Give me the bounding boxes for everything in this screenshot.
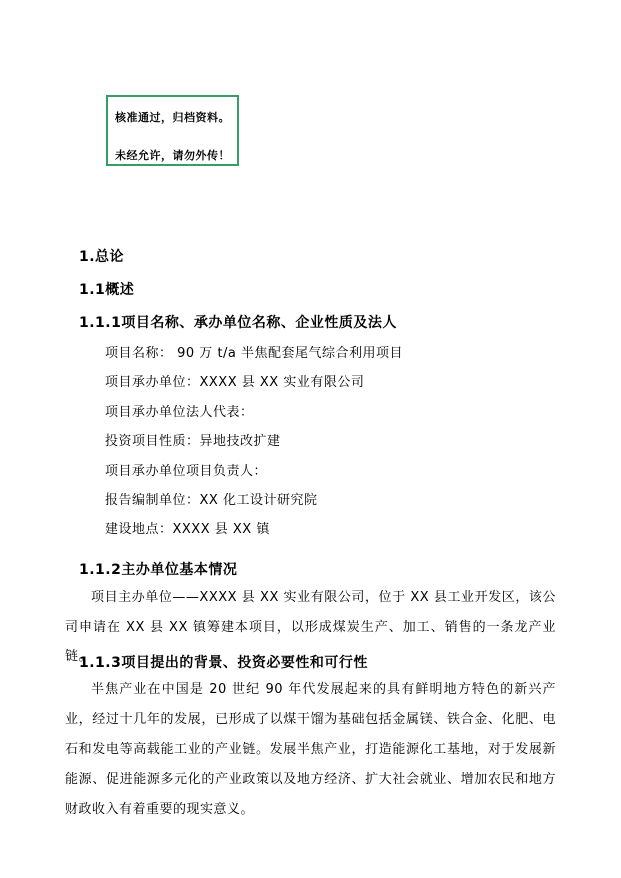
paragraph-background-feasibility: 半焦产业在中国是 20 世纪 90 年代发展起来的具有鲜明地方特色的新兴产业，经过十几年的发展，已形成了以煤干馏为基础包括金属镁、铁合金、化肥、电石和发电等高载能工业的产业链。发展半焦产业，打造能源化工基地，对于发展新能源、促进能源多元化的产业政策以及地方经济、扩大社会就业、增加农民和地方财政收入有着重要的现实意义。: [65, 682, 556, 817]
heading-1-1-3-background-feasibility: 1.1.3项目提出的背景、投资必要性和可行性: [79, 655, 368, 671]
field-investment-nature: 投资项目性质：异地技改扩建: [105, 434, 281, 450]
project-info-fields: [105, 339, 575, 545]
field-report-author-unit: 报告编制单位：XX 化工设计研究院: [105, 492, 318, 508]
notice-line-2: 未经允许，请勿外传！: [115, 149, 230, 162]
notice-line-1: 核准通过，归档资料。: [115, 111, 230, 124]
field-undertaking-unit: 项目承办单位：XXXX 县 XX 实业有限公司: [105, 375, 365, 391]
heading-1-overview: 1.总论: [79, 249, 125, 265]
field-project-manager: 项目承办单位项目负责人：: [105, 463, 268, 479]
approval-notice-box: [106, 95, 239, 166]
paragraph-organizer-basic-info: 项目主办单位——XXXX 县 XX 实业有限公司，位于 XX 县工业开发区，该公司申请在 XX 县 XX 镇筹建本项目，以形成煤炭生产、加工、销售的一条龙产业链。: [65, 590, 556, 664]
heading-1-1-2-organizer-basic-info: 1.1.2主办单位基本情况: [79, 562, 238, 578]
field-construction-site: 建设地点：XXXX 县 XX 镇: [105, 522, 270, 538]
heading-1-1-summary: 1.1概述: [79, 282, 135, 298]
field-legal-representative: 项目承办单位法人代表：: [105, 404, 254, 420]
field-project-name: 项目名称： 90 万 t/a 半焦配套尾气综合利用项目: [105, 346, 404, 361]
heading-1-1-1-project-name: 1.1.1项目名称、承办单位名称、企业性质及法人: [79, 315, 397, 331]
